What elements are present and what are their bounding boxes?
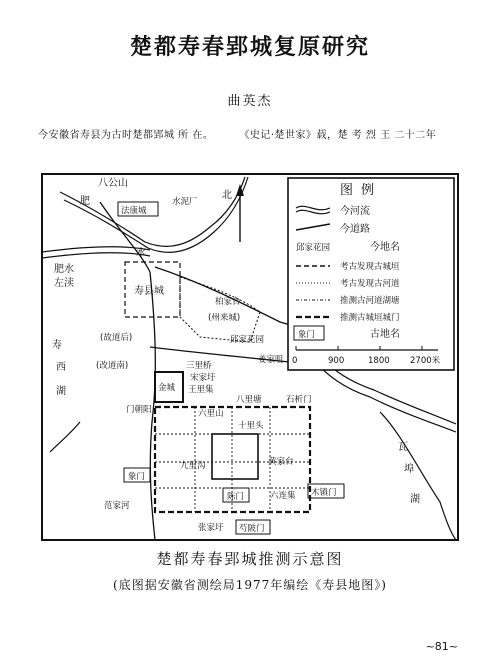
legend-ancient-name-sample: 象门 xyxy=(298,330,316,340)
label-feishui-2: 左渎 xyxy=(54,278,74,289)
city-map xyxy=(40,172,460,542)
legend xyxy=(288,178,454,370)
article-title: 楚都寿春郢城复原研究 xyxy=(129,34,370,60)
scale-tick-1800: 1800 xyxy=(368,356,390,366)
legend-label-ancient-name: 古地名 xyxy=(370,329,400,340)
label-luomen: 象门 xyxy=(128,472,146,482)
label-liulishan: 六里山 xyxy=(198,409,224,419)
label-songjiafang: 宋家圩 xyxy=(190,373,216,383)
label-jincheng: 金城 xyxy=(158,383,176,393)
label-gudaohou: (故道后) xyxy=(100,333,133,343)
legend-label-river-inferred: 推测古河道湖塘 xyxy=(340,296,400,306)
label-yuhuimen: 芍陂门 xyxy=(239,524,265,534)
intro-right-text: 《史记·楚世家》载，楚 考 烈 王 二十二年 xyxy=(239,130,437,141)
intro-left-text: 今安徽省寿县为古时楚都郢城 所 在。 xyxy=(38,130,214,141)
scale-tick-0: 0 xyxy=(292,356,298,366)
label-fashou: 法康城 xyxy=(121,206,147,216)
north-label: 北 xyxy=(222,190,232,201)
legend-label-wall-found: 考古发现古城垣 xyxy=(340,262,400,272)
label-shui: 水 xyxy=(136,248,146,259)
label-gaidaonan: (改道南) xyxy=(96,361,129,371)
label-fanjiahe: 范家河 xyxy=(104,501,130,511)
scale-tick-2700: 2700米 xyxy=(410,356,441,366)
label-mumen: 木镇门 xyxy=(311,488,337,498)
label-bu: 埠 xyxy=(404,464,414,475)
label-bagongshan: 八公山 xyxy=(98,178,128,189)
label-wa: 瓦 xyxy=(398,442,408,453)
figure-subcaption: (底图据安徽省测绘局1977年编绘《寿县地图》) xyxy=(113,578,387,592)
legend-place-sample: 邱家花园 xyxy=(296,243,331,253)
legend-box xyxy=(288,178,454,370)
label-sanlimiao: 三里桥 xyxy=(186,361,212,371)
figure-caption: 楚都寿春郢城推测示意图 xyxy=(156,550,344,568)
legend-title: 图例 xyxy=(340,183,383,198)
label-qiujiahuayuan: 邱家花园 xyxy=(230,335,265,345)
label-zhangjiacun: 张家圩 xyxy=(198,523,224,533)
page-number: ~81~ xyxy=(425,640,458,653)
label-hu: 湖 xyxy=(56,386,66,397)
legend-label-river-found: 考古发现古河道 xyxy=(340,279,400,289)
label-zhoulaicheng: (州来城) xyxy=(208,313,241,323)
label-fei: 肥 xyxy=(80,196,90,207)
zhoulai-city-outline xyxy=(180,277,260,342)
label-shouxian: 寿县城 xyxy=(134,286,164,297)
legend-label-road: 今道路 xyxy=(340,224,370,235)
label-shou: 寿 xyxy=(52,340,62,351)
label-xi: 西 xyxy=(56,362,66,373)
label-baijiatai: 柏家台 xyxy=(215,297,241,307)
label-shijiamen: 石析门 xyxy=(286,395,312,405)
label-feishui-1: 肥水 xyxy=(54,264,74,275)
legend-label-river: 今河流 xyxy=(340,206,370,217)
label-shilitou: 十里头 xyxy=(238,421,264,431)
article-author: 曲英杰 xyxy=(227,94,273,109)
label-jiangjiazui: 姜家咀 xyxy=(258,355,284,365)
intro-paragraph xyxy=(38,126,478,141)
scale-tick-900: 900 xyxy=(328,356,345,366)
map-figure xyxy=(40,172,460,542)
label-wanglicheng: 王里集 xyxy=(188,385,214,395)
label-bailimiao: 八里塘 xyxy=(236,395,262,405)
label-hu2: 湖 xyxy=(410,494,420,505)
palace-wall xyxy=(212,434,258,479)
legend-label-wall-inferred: 推测古城垣城门 xyxy=(340,313,400,323)
north-arrow xyxy=(236,184,244,242)
label-jiulicun: 九里沟 xyxy=(180,461,206,471)
label-mingmen: 门朝阳 xyxy=(126,405,152,415)
label-liumenji: 六连集 xyxy=(270,491,296,501)
legend-label-place: 今地名 xyxy=(370,242,400,253)
label-yunmen: 陈门 xyxy=(227,492,245,502)
label-shuini: 水泥厂 xyxy=(172,197,198,207)
label-huangjiatai: 黄家台 xyxy=(268,457,294,467)
